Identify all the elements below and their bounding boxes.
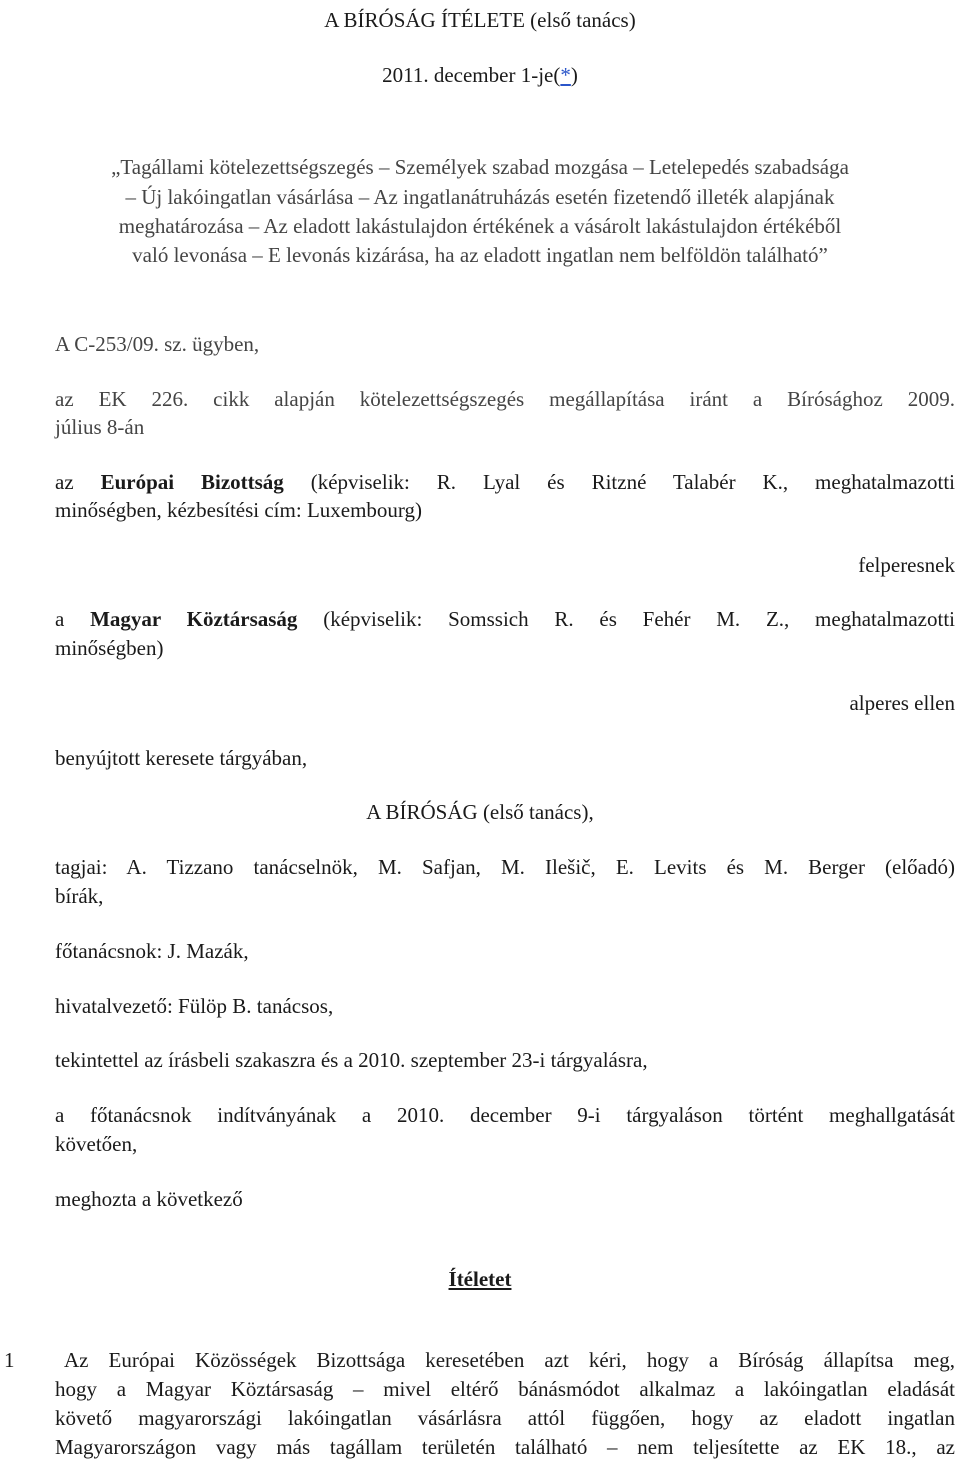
defendant-line: [55, 605, 955, 633]
judgment-heading: [0, 1265, 960, 1293]
applicant-prefix: az: [55, 470, 101, 494]
advocate-general: főtanácsnok: J. Mazák,: [55, 939, 249, 963]
action-line: július 8-án: [55, 415, 145, 439]
paragraph-line: Magyarországon vagy más tagállam területén található – nem teljesítette az EK 18., az: [55, 1435, 955, 1459]
defendant-representatives: (képviselik: Somssich R. és Fehér M. Z., meghatalmazotti: [297, 607, 955, 631]
applicant-name: Európai Bizottság: [100, 470, 284, 494]
opinion-line: a főtanácsnok indítványának a 2010. december 9-i tárgyaláson történt meghallgatását: [55, 1103, 955, 1127]
defendant-line-2: minőségben): [55, 636, 164, 660]
defendant-name: Magyar Köztársaság: [90, 607, 298, 631]
delivers-text: meghozta a következő: [55, 1187, 243, 1211]
registrar: hivatalvezető: Fülöp B. tanácsos,: [55, 994, 334, 1018]
court-heading: A BÍRÓSÁG (első tanács),: [366, 800, 594, 824]
action-line: az EK 226. cikk alapján kötelezettségszegés megállapítása iránt a Bírósághoz 2009.: [55, 387, 955, 411]
judgment-date: [0, 61, 960, 89]
summary-line: „Tagállami kötelezettségszegés – Személyek szabad mozgása – Letelepedés szabadsága: [111, 155, 849, 179]
case-reference: A C-253/09. sz. ügyben,: [55, 332, 260, 356]
summary-line: való levonása – E levonás kizárása, ha az eladott ingatlan nem belföldön található”: [132, 243, 828, 267]
applicant-line-2: minőségben, kézbesítési cím: Luxembourg): [55, 498, 423, 522]
date-suffix: ): [570, 63, 578, 87]
footnote-link[interactable]: *: [560, 63, 571, 87]
members-line: bírák,: [55, 884, 104, 908]
paragraph-line: Az Európai Közösségek Bizottsága keresetében azt kéri, hogy a Bíróság állapítsa meg,: [64, 1348, 955, 1372]
members-line: tagjai: A. Tizzano tanácselnök, M. Safjan, M. Ilešič, E. Levits és M. Berger (előadó): [55, 855, 955, 879]
defendant-role: alperes ellen: [849, 691, 955, 715]
judgment-heading-text: Ítéletet: [448, 1267, 512, 1291]
applicant-line: [55, 468, 955, 496]
summary-line: – Új lakóingatlan vásárlása – Az ingatlanátruházás esetén fizetendő illeték alapjának: [125, 185, 835, 209]
paragraph-line: követő magyarországi lakóingatlan vásárlásra attól függően, hogy az eladott ingatlan: [55, 1406, 955, 1430]
paragraph-number: 1: [4, 1348, 15, 1372]
applicant-representatives: (képviselik: R. Lyal és Ritzné Talabér K., meghatalmazotti: [283, 470, 955, 494]
applicant-role: felperesnek: [858, 553, 955, 577]
defendant-prefix: a: [55, 607, 91, 631]
document-title: A BÍRÓSÁG ÍTÉLETE (első tanács): [324, 8, 636, 32]
procedure-text: tekintettel az írásbeli szakaszra és a 2010. szeptember 23-i tárgyalásra,: [55, 1048, 648, 1072]
paragraph-line: hogy a Magyar Köztársaság – mivel eltérő bánásmódot alkalmaz a lakóingatlan eladását: [55, 1377, 955, 1401]
submitted-text: benyújtott keresete tárgyában,: [55, 746, 308, 770]
opinion-line: követően,: [55, 1132, 138, 1156]
date-text: 2011. december 1-je(: [382, 63, 561, 87]
summary-line: meghatározása – Az eladott lakástulajdon értékének a vásárolt lakástulajdon értékéből: [118, 214, 842, 238]
